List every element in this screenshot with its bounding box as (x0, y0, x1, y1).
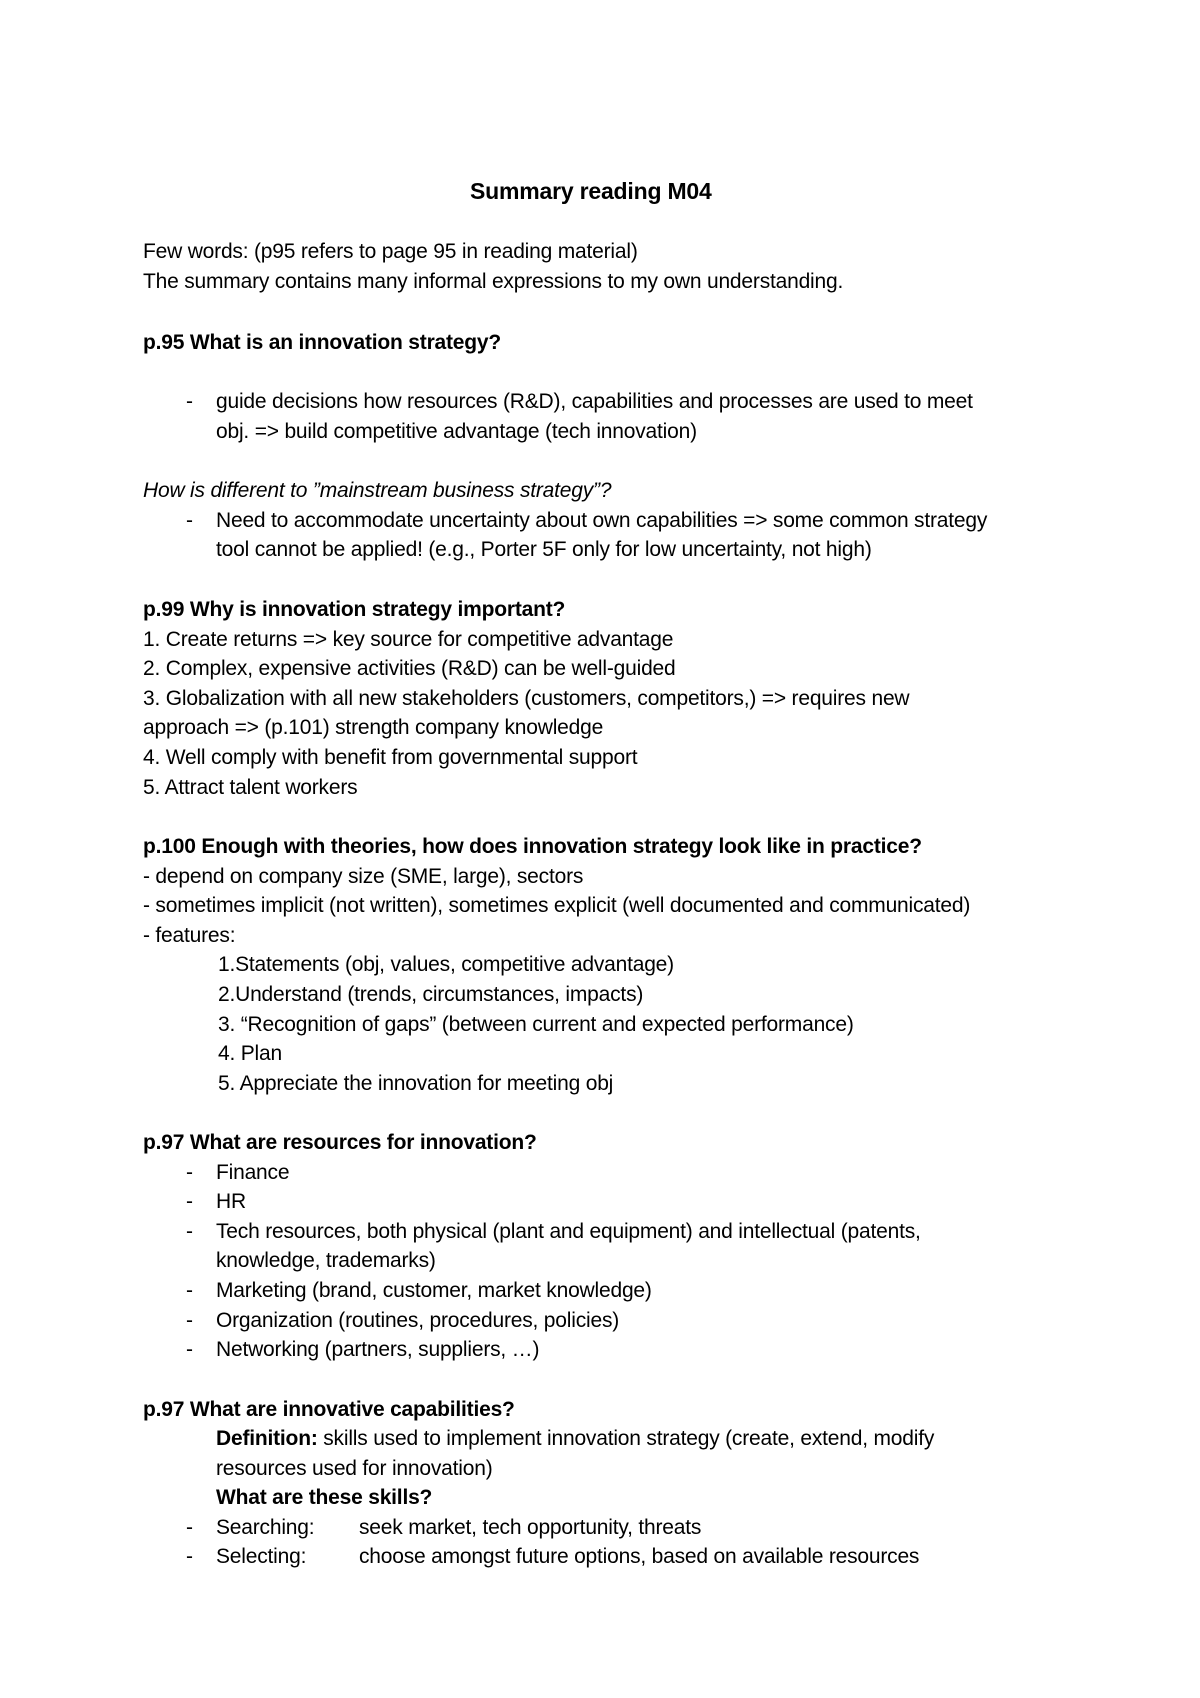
resource-item: Organization (routines, procedures, policies) (216, 1309, 620, 1332)
section-heading-innovation-strategy: p.95 What is an innovation strategy? (143, 331, 502, 354)
bullet-dash: - (186, 509, 193, 532)
bullet-dash: - (186, 1161, 193, 1184)
bullet-dash: - (186, 1190, 193, 1213)
bullet-dash: - (186, 1338, 193, 1361)
definition-line (216, 1425, 934, 1453)
skill-description: choose amongst future options, based on available resources (359, 1545, 920, 1568)
resource-item: Tech resources, both physical (plant and equipment) and intellectual (patents, (216, 1220, 921, 1243)
bullet-dash: - (186, 1545, 193, 1568)
list-item: 4. Well comply with benefit from governmental support (143, 746, 638, 769)
resource-item: Marketing (brand, customer, market knowledge) (216, 1279, 652, 1302)
list-item: 2. Complex, expensive activities (R&D) can be well-guided (143, 657, 676, 680)
bullet-text-continued: tool cannot be applied! (e.g., Porter 5F only for low uncertainty, not high) (216, 538, 872, 561)
bullet-dash: - (186, 1279, 193, 1302)
feature-item: 1.Statements (obj, values, competitive advantage) (218, 953, 674, 976)
definition-label: Definition: (216, 1427, 318, 1450)
list-item-continued: approach => (p.101) strength company knowledge (143, 716, 604, 739)
list-item: - depend on company size (SME, large), sectors (143, 865, 584, 888)
section-heading-resources: p.97 What are resources for innovation? (143, 1131, 537, 1154)
feature-item: 2.Understand (trends, circumstances, impacts) (218, 983, 644, 1006)
resource-item: HR (216, 1190, 246, 1213)
bullet-dash: - (186, 1220, 193, 1243)
skills-heading: What are these skills? (216, 1486, 433, 1509)
resource-item-continued: knowledge, trademarks) (216, 1249, 436, 1272)
subquestion-mainstream-strategy: How is different to ”mainstream business strategy”? (143, 479, 612, 502)
feature-item: 3. “Recognition of gaps” (between current and expected performance) (218, 1013, 854, 1036)
list-item: 5. Attract talent workers (143, 776, 358, 799)
definition-continued: resources used for innovation) (216, 1457, 493, 1480)
list-item: 1. Create returns => key source for competitive advantage (143, 628, 674, 651)
feature-item: 5. Appreciate the innovation for meeting obj (218, 1072, 614, 1095)
bullet-dash: - (186, 1516, 193, 1539)
bullet-text: guide decisions how resources (R&D), capabilities and processes are used to meet (216, 390, 973, 413)
feature-item: 4. Plan (218, 1042, 282, 1065)
section-heading-capabilities: p.97 What are innovative capabilities? (143, 1398, 515, 1421)
list-item: - sometimes implicit (not written), sometimes explicit (well documented and communicated) (143, 894, 971, 917)
list-item: 3. Globalization with all new stakeholders (customers, competitors,) => requires new (143, 687, 910, 710)
intro-line-2: The summary contains many informal expressions to my own understanding. (143, 270, 844, 293)
bullet-dash: - (186, 390, 193, 413)
bullet-dash: - (186, 1309, 193, 1332)
intro-line-1: Few words: (p95 refers to page 95 in reading material) (143, 240, 638, 263)
section-heading-why-important: p.99 Why is innovation strategy important? (143, 598, 566, 621)
list-item: - features: (143, 924, 236, 947)
bullet-text: Need to accommodate uncertainty about own capabilities => some common strategy (216, 509, 988, 532)
resource-item: Networking (partners, suppliers, …) (216, 1338, 540, 1361)
section-heading-in-practice: p.100 Enough with theories, how does innovation strategy look like in practice? (143, 835, 922, 858)
skill-name: Searching: (216, 1516, 315, 1539)
document-title: Summary reading M04 (470, 178, 712, 204)
bullet-text-continued: obj. => build competitive advantage (tech innovation) (216, 420, 697, 443)
skill-description: seek market, tech opportunity, threats (359, 1516, 702, 1539)
definition-text: skills used to implement innovation strategy (create, extend, modify (317, 1427, 935, 1450)
resource-item: Finance (216, 1161, 290, 1184)
skill-name: Selecting: (216, 1545, 307, 1568)
